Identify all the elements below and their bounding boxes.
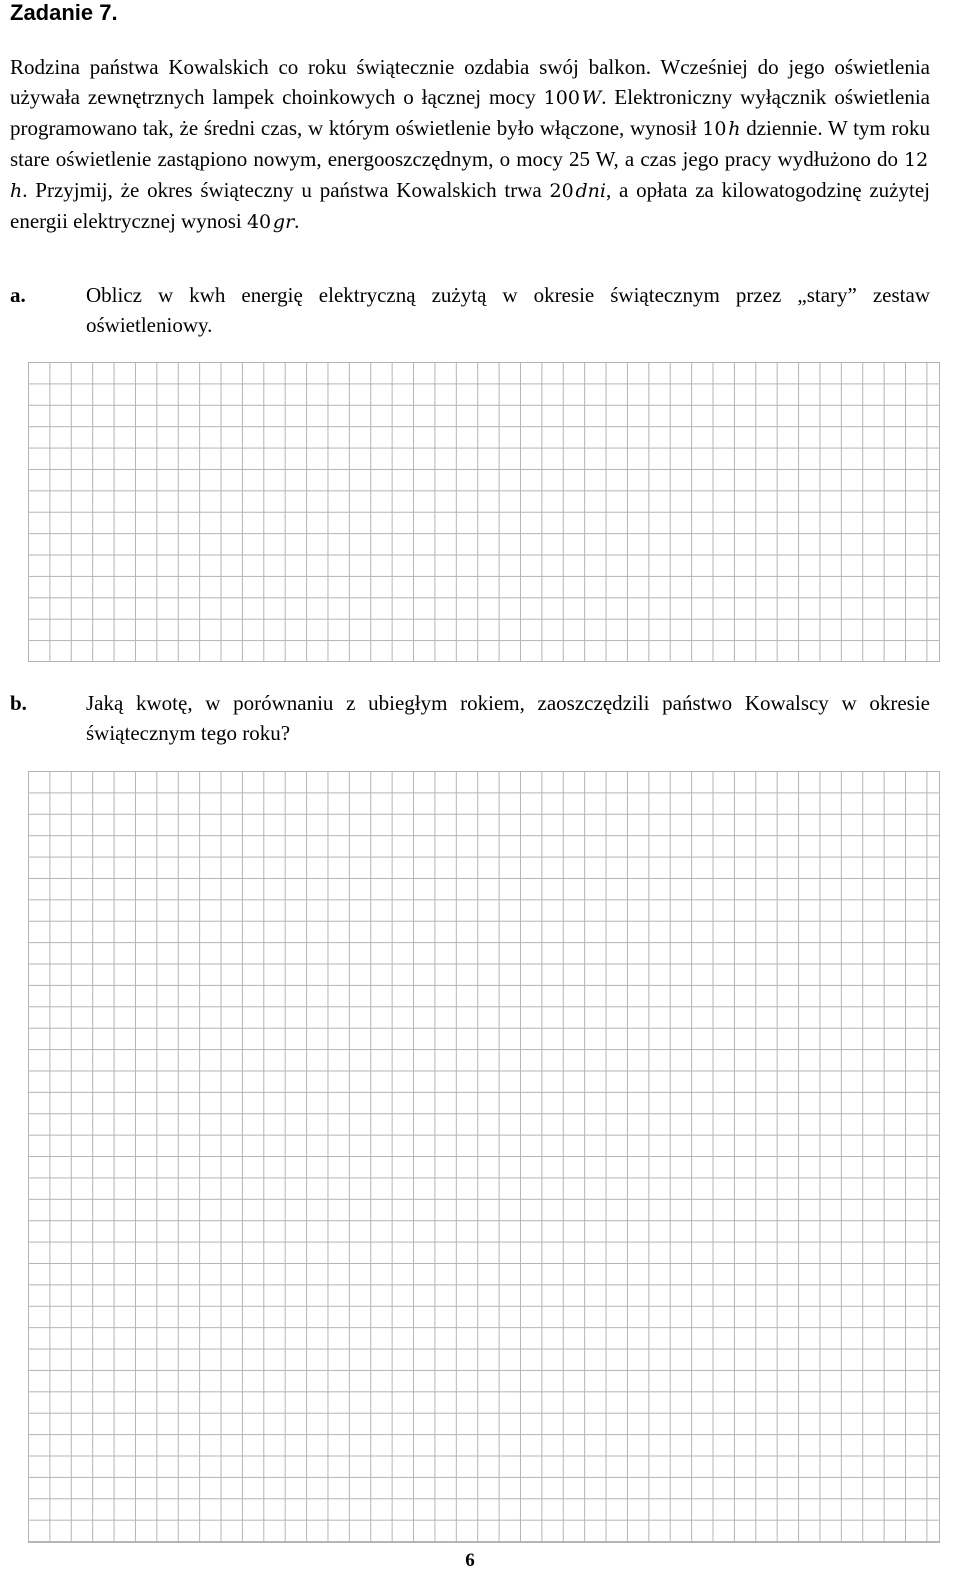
price-value: 40: [246, 211, 272, 233]
page-number: 6: [465, 1550, 475, 1571]
question-b: [10, 688, 930, 748]
question-a-text: Oblicz w kwh energię elektryczną zużytą w okresie świątecznym przez „stary” zestaw oświetleniowy.: [86, 283, 930, 337]
intro-text-4: . Przyjmij, że okres świąteczny u państwa Kowalskich trwa: [22, 178, 550, 202]
hours-new-value: 12: [904, 149, 929, 171]
intro-text-5: , a opłata za kilowatogodzinę zużytej energii elektrycznej wynosi: [10, 178, 930, 233]
days-unit: dni: [575, 180, 606, 202]
intro-text-1: Rodzina państwa Kowalskich co roku świątecznie ozdabia swój balkon. Wcześniej do jego oświetlenia używała zewnętrznych lampek choinkowych o łącznej mocy: [10, 55, 930, 109]
power-value: 100: [543, 87, 580, 109]
hours-old-value: 10: [702, 118, 727, 140]
answer-grid-a[interactable]: [28, 362, 940, 662]
price-unit: gr: [272, 211, 295, 233]
question-b-text: Jaką kwotę, w porównaniu z ubiegłym rokiem, zaoszczędzili państwo Kowalscy w okresie świątecznym tego roku?: [86, 691, 930, 745]
question-a-letter: a.: [10, 283, 26, 307]
task-description: [10, 52, 930, 237]
days-value: 20: [549, 180, 574, 202]
task-title: Zadanie 7.: [10, 0, 118, 25]
intro-text-2: . Elektroniczny wyłącznik oświetlenia programowano tak, że średni czas, w którym oświetlenie było włączone, wynosił: [10, 85, 930, 140]
question-b-letter: b.: [10, 691, 27, 715]
intro-text-3: dziennie. W tym roku stare oświetlenie zastąpiono nowym, energooszczędnym, o mocy 25 W, a czas jego pracy wydłużono do: [10, 116, 930, 171]
power-unit: W: [581, 87, 602, 109]
hours-new-unit: h: [10, 180, 23, 202]
question-a: [10, 280, 930, 340]
answer-grid-b[interactable]: [28, 771, 940, 1543]
intro-text-6: .: [294, 209, 300, 233]
hours-old-unit: h: [728, 118, 741, 140]
